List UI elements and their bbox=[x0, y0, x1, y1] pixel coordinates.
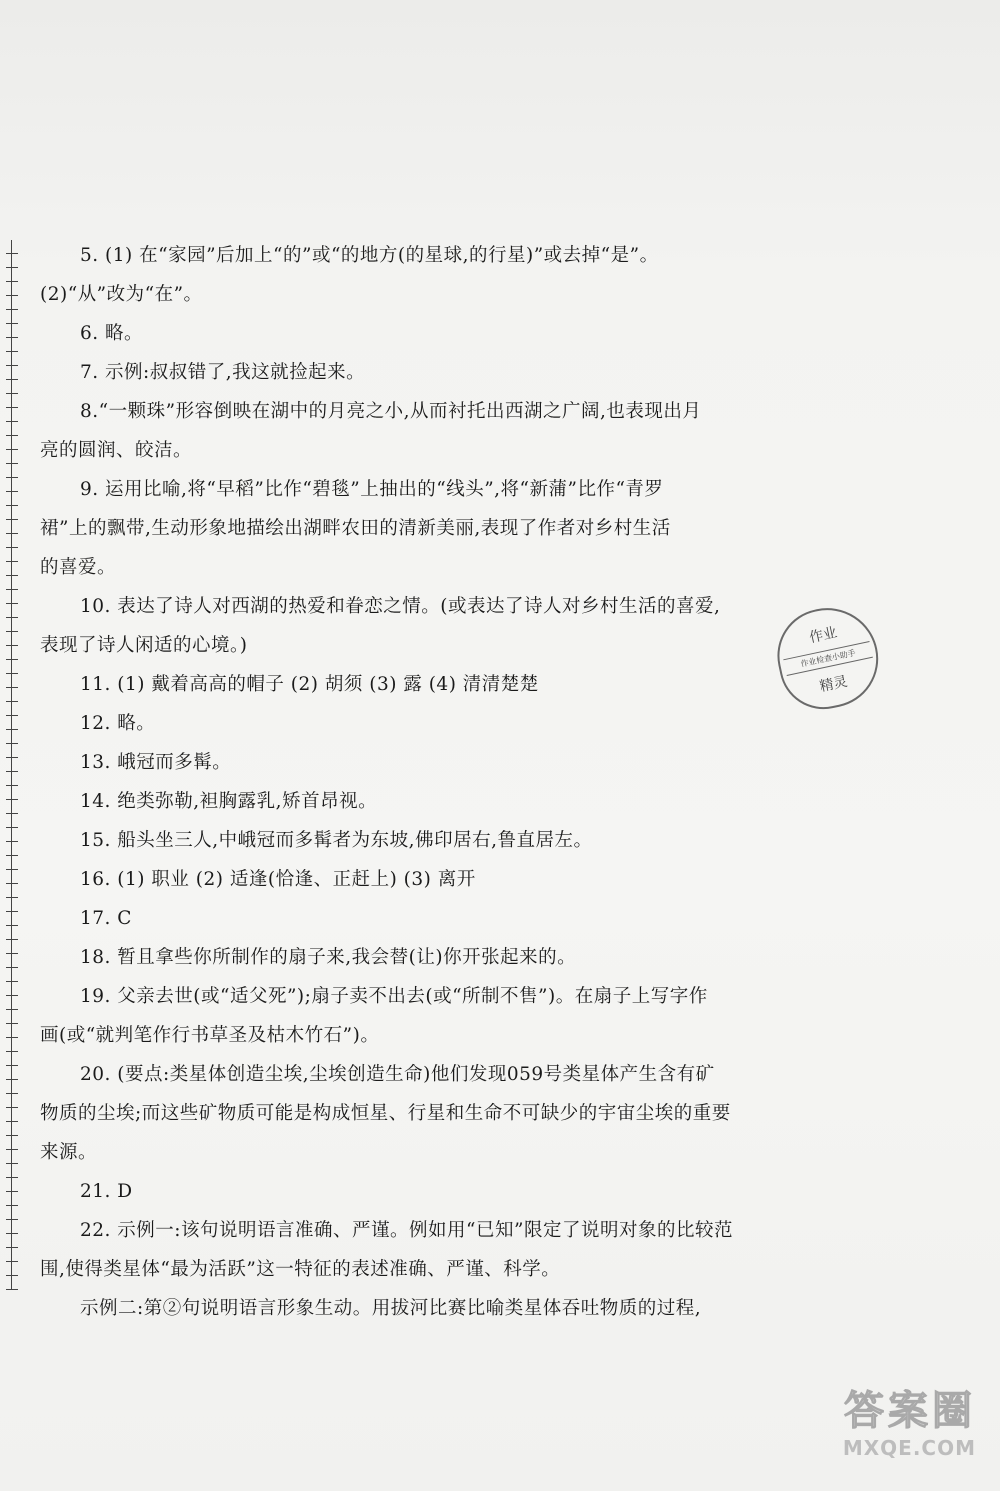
text-line: 表现了诗人闲适的心境。) bbox=[40, 635, 248, 656]
watermark-logo: 答案圈 bbox=[844, 1388, 976, 1434]
stamp-top-text: 作业 bbox=[807, 624, 839, 647]
text-line: 17. C bbox=[80, 908, 132, 929]
text-line: 20. (要点:类星体创造尘埃,尘埃创造生命)他们发现059号类星体产生含有矿 bbox=[80, 1064, 715, 1085]
binding-margin bbox=[6, 240, 18, 1290]
text-line: 18. 暂且拿些你所制作的扇子来,我会替(让)你开张起来的。 bbox=[80, 947, 577, 968]
site-watermark bbox=[796, 1379, 976, 1469]
text-line: 的喜爱。 bbox=[40, 557, 117, 578]
answer-text bbox=[40, 236, 820, 1328]
text-line: 19. 父亲去世(或“适父死”);扇子卖不出去(或“所制不售”)。在扇子上写字作 bbox=[80, 986, 708, 1007]
text-line: 15. 船头坐三人,中峨冠而多髯者为东坡,佛印居右,鲁直居左。 bbox=[80, 830, 593, 851]
text-line: 11. (1) 戴着高高的帽子 (2) 胡须 (3) 露 (4) 清清楚楚 bbox=[80, 674, 539, 695]
text-line: 5. (1) 在“家园”后加上“的”或“的地方(的星球,的行星)”或去掉“是”。 bbox=[80, 245, 659, 266]
text-line: 画(或“就判笔作行书草圣及枯木竹石”)。 bbox=[40, 1025, 380, 1046]
text-line: (2)“从”改为“在”。 bbox=[40, 284, 203, 305]
text-line: 示例二:第②句说明语言形象生动。用拔河比赛比喻类星体吞吐物质的过程, bbox=[80, 1298, 702, 1319]
text-line: 10. 表达了诗人对西湖的热爱和眷恋之情。(或表达了诗人对乡村生活的喜爱, bbox=[80, 596, 721, 617]
text-line: 8.“一颗珠”形容倒映在湖中的月亮之小,从而衬托出西湖之广阔,也表现出月 bbox=[80, 401, 702, 422]
text-line: 21. D bbox=[80, 1181, 133, 1202]
watermark-url: MXQE.COM bbox=[842, 1436, 976, 1460]
text-line: 22. 示例一:该句说明语言准确、严谨。例如用“已知”限定了说明对象的比较范 bbox=[80, 1220, 733, 1241]
text-line: 16. (1) 职业 (2) 适逢(恰逢、正赶上) (3) 离开 bbox=[80, 869, 476, 890]
text-line: 6. 略。 bbox=[80, 323, 144, 344]
text-line: 亮的圆润、皎洁。 bbox=[40, 440, 193, 461]
text-line: 来源。 bbox=[40, 1142, 98, 1163]
stamp-bottom-text: 精灵 bbox=[818, 673, 849, 696]
text-line: 9. 运用比喻,将“早稻”比作“碧毯”上抽出的“线头”,将“新蒲”比作“青罗 bbox=[80, 479, 664, 500]
text-line: 13. 峨冠而多髯。 bbox=[80, 752, 232, 773]
text-line: 12. 略。 bbox=[80, 713, 156, 734]
text-line: 7. 示例:叔叔错了,我这就捡起来。 bbox=[80, 362, 366, 383]
binding-ticks bbox=[6, 240, 18, 1290]
text-line: 裙”上的飘带,生动形象地描绘出湖畔农田的清新美丽,表现了作者对乡村生活 bbox=[40, 518, 671, 539]
text-line: 物质的尘埃;而这些矿物质可能是构成恒星、行星和生命不可缺少的宇宙尘埃的重要 bbox=[40, 1103, 731, 1124]
text-line: 14. 绝类弥勒,袒胸露乳,矫首昂视。 bbox=[80, 791, 378, 812]
stamp-middle-text: 作业检查小助手 bbox=[783, 641, 873, 676]
text-line: 围,使得类星体“最为活跃”这一特征的表述准确、严谨、科学。 bbox=[40, 1259, 561, 1280]
